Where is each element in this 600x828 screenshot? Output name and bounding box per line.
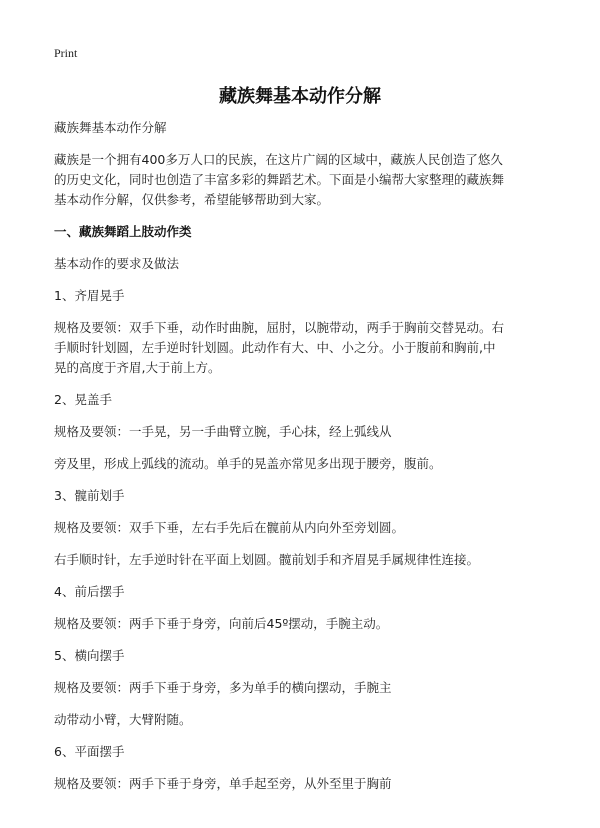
paragraph: 基本动作的要求及做法 xyxy=(54,256,180,271)
paragraph: 藏族是一个拥有400多万人口的民族，在这片广阔的区域中，藏族人民创造了悠久 的历史文化，同时也创造了丰富多彩的舞蹈艺术。下面是小编帮大家整理的藏族舞 基本动作分解，仅供参考，希望能够帮助到大家。 xyxy=(54,152,505,207)
paragraph: 规格及要领：两手下垂于身旁，单手起至旁，从外至里于胸前 xyxy=(54,776,392,791)
paragraph: 右手顺时针，左手逆时针在平面上划圆。髋前划手和齐眉晃手属规律性连接。 xyxy=(54,552,480,567)
article-body xyxy=(54,118,554,806)
paragraph: 藏族舞基本动作分解 xyxy=(54,120,167,135)
paragraph: 动带动小臂，大臂附随。 xyxy=(54,712,192,727)
paragraph: 旁及里，形成上弧线的流动。单手的晃盖亦常见多出现于腰旁，腹前。 xyxy=(54,456,442,471)
paragraph: 规格及要领：双手下垂，动作时曲腕，屈肘，以腕带动，两手于胸前交替晃动。右 手顺时针划圆，左手逆时针划圆。此动作有大、中、小之分。小于腹前和胸前,中 晃的高度于齐眉,大于前上方。 xyxy=(54,320,505,375)
paragraph: 5、横向摆手 xyxy=(54,648,125,663)
paragraph: 规格及要领：双手下垂，左右手先后在髋前从内向外至旁划圆。 xyxy=(54,520,405,535)
paragraph: 1、齐眉晃手 xyxy=(54,288,125,303)
paragraph: 规格及要领：两手下垂于身旁，向前后45º摆动，手腕主动。 xyxy=(54,616,389,631)
paragraph: 6、平面摆手 xyxy=(54,744,125,759)
print-link[interactable]: Print xyxy=(54,46,78,60)
page-title: 藏族舞基本动作分解 xyxy=(219,86,381,107)
paragraph: 规格及要领：一手晃，另一手曲臂立腕，手心抹，经上弧线从 xyxy=(54,424,392,439)
paragraph: 2、晃盖手 xyxy=(54,392,112,407)
paragraph: 规格及要领：两手下垂于身旁，多为单手的横向摆动，手腕主 xyxy=(54,680,392,695)
paragraph: 3、髋前划手 xyxy=(54,488,125,503)
paragraph: 4、前后摆手 xyxy=(54,584,125,599)
section-heading: 一、藏族舞蹈上肢动作类 xyxy=(54,224,192,239)
